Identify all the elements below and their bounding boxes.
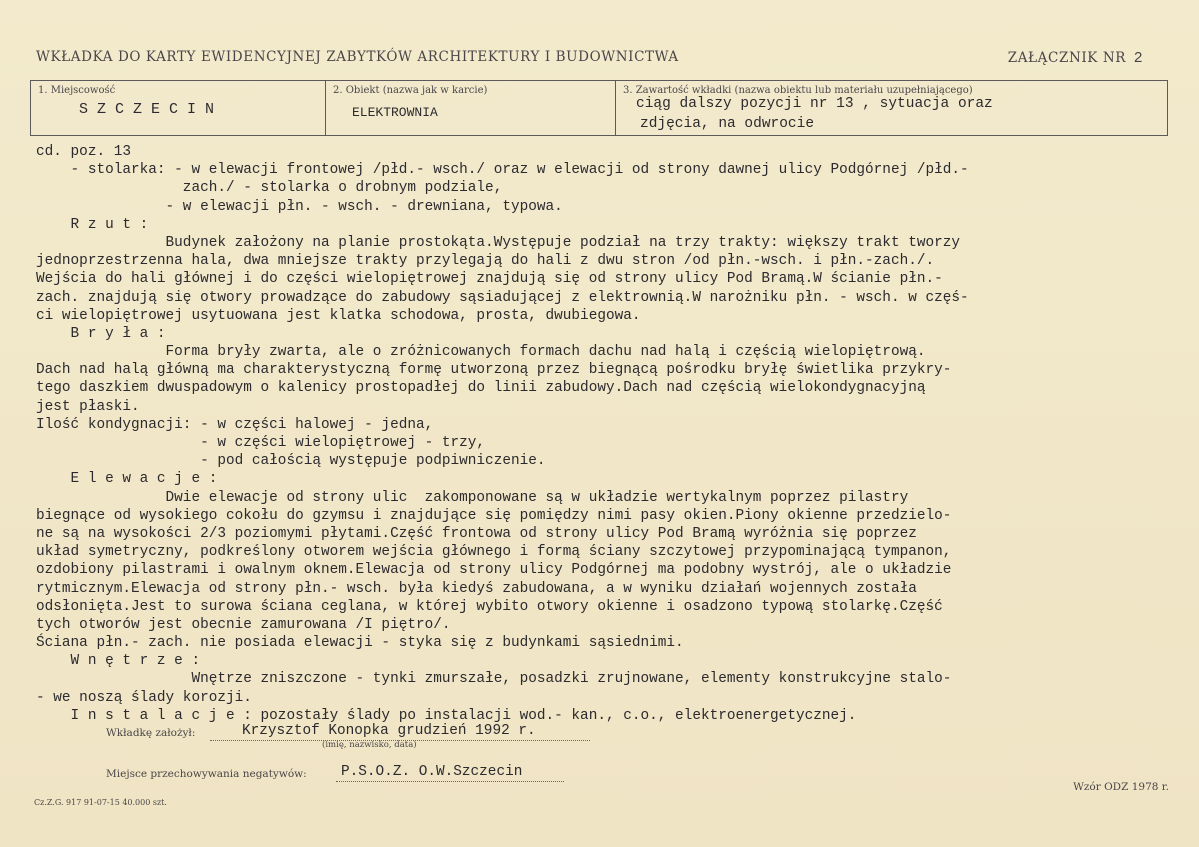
- annex-label-text: ZAŁĄCZNIK NR: [1007, 50, 1127, 66]
- form-code: Wzór ODZ 1978 r.: [1073, 781, 1169, 793]
- body-line: Ściana płn.- zach. nie posiada elewacji - styka się z budynkami sąsiednimi.: [36, 635, 684, 652]
- body-line: ozdobiony pilastrami i owalnym oknem.Elewacja od strony ulicy Podgórnej ma podobny wystrój, ale o układzie: [36, 562, 952, 579]
- body-line: E l e w a c j e :: [36, 471, 218, 488]
- locality-cell: [31, 81, 325, 135]
- body-line: Ilość kondygnacji: - w części halowej - jedna,: [36, 416, 434, 433]
- body-line: - pod całością występuje podpiwniczenie.: [36, 453, 546, 470]
- body-line: zach./ - stolarka o drobnym podziale,: [36, 180, 503, 197]
- body-line: cd. poz. 13: [36, 144, 131, 160]
- body-line: R z u t :: [36, 216, 149, 233]
- body-line: ne są na wysokości 2/3 poziomymi płytami.Część frontowa od strony ulicy Pod Bramą wyróżnia się poprzez: [36, 525, 917, 542]
- negatives-label: Miejsce przechowywania negatywów:: [106, 768, 307, 780]
- inserted-by-value: Krzysztof Konopka grudzień 1992 r.: [242, 723, 536, 739]
- body-line: rytmicznym.Elewacja od strony płn.- wsch. była kiedyś zabudowana, a w wyniku działań wojennych została: [36, 580, 917, 597]
- inserted-by-label: Wkładkę założył:: [106, 727, 196, 739]
- body-line: tych otworów jest obecnie zamurowana /I piętro/.: [36, 616, 451, 633]
- header-fields-box: [30, 80, 1168, 136]
- body-line: odsłonięta.Jest to surowa ściana ceglana, w której wybito otwory okienne i osadzono typową stolarkę.Część: [36, 598, 943, 615]
- body-line: Wejścia do hali głównej i do części wielopiętrowej znajdują się od strony ulicy Pod Bramą.W ścianie płn.-: [36, 271, 943, 288]
- body-line: - we noszą ślady korozji.: [36, 689, 252, 706]
- body-line: I n s t a l a c j e : pozostały ślady po instalacji wod.- kan., c.o., elektroenergetycznej.: [36, 707, 857, 724]
- contents-line-2: zdjęcia, na odwrocie: [640, 116, 815, 132]
- body-line: ci wielopiętrowej usytuowana jest klatka schodowa, prosta, dwubiegowa.: [36, 307, 641, 324]
- body-line: zach. znajdują się otwory prowadzące do zabudowy sąsiadującej z elektrownią.W narożniku płn. - wsch. w częś-: [36, 289, 969, 306]
- annex-label: [1008, 49, 1143, 66]
- inserted-by-sublabel: (imię, nazwisko, data): [322, 740, 417, 750]
- body-line: Dach nad halą główną ma charakterystyczną formę utworzoną przez biegnącą pośrodku bryłę świetlika przykry-: [36, 362, 952, 379]
- print-code: Cz.Z.G. 917 91-07-15 40.000 szt.: [34, 798, 167, 807]
- form-title: WKŁADKA DO KARTY EWIDENCYJNEJ ZABYTKÓW ARCHITEKTURY I BUDOWNICTWA: [36, 49, 679, 65]
- body-line: - stolarka: - w elewacji frontowej /płd.- wsch./ oraz w elewacji od strony dawnej ulicy Podgórnej /płd.-: [36, 162, 969, 179]
- body-line: - w elewacji płn. - wsch. - drewniana, typowa.: [36, 198, 563, 215]
- contents-cell: [615, 81, 1167, 135]
- body-line: Budynek założony na planie prostokąta.Występuje podział na trzy trakty: większy trakt tworzy: [36, 234, 961, 251]
- locality-value: SZCZECIN: [79, 101, 224, 118]
- body-line: jest płaski.: [36, 398, 140, 415]
- body-line: tego daszkiem dwuspadowym o kalenicy prostopadłej do linii zabudowy.Dach nad częścią wielokondygnacyjną: [36, 380, 926, 397]
- body-line: biegnące od wysokiego cokołu do gzymsu i znajdujące się pomiędzy nimi pasy okien.Piony okienne przedzielo-: [36, 507, 952, 524]
- typed-body-text: [36, 143, 1176, 725]
- body-line: układ symetryczny, podkreślony otworem wejścia głównego i formą ściany szczytowej przypominającą tympanon,: [36, 544, 952, 561]
- object-label: 2. Obiekt (nazwa jak w karcie): [333, 85, 488, 96]
- object-value: ELEKTROWNIA: [352, 105, 438, 120]
- body-line: - w części wielopiętrowej - trzy,: [36, 435, 486, 451]
- object-cell: [325, 81, 615, 135]
- negatives-value: P.S.O.Z. O.W.Szczecin: [341, 764, 523, 780]
- body-line: jednoprzestrzenna hala, dwa mniejsze trakty przylegają do hali z dwu stron /od płn.-wsch. i płn.-zach./.: [36, 253, 935, 270]
- annex-number: 2: [1134, 49, 1143, 66]
- body-line: Wnętrze zniszczone - tynki zmurszałe, posadzki zrujnowane, elementy konstrukcyjne stalo-: [36, 671, 952, 688]
- contents-line-1: ciąg dalszy pozycji nr 13 , sytuacja oraz: [636, 96, 993, 112]
- body-line: W n ę t r z e :: [36, 653, 201, 670]
- body-line: B r y ł a :: [36, 325, 166, 342]
- locality-label: 1. Miejscowość: [38, 85, 116, 96]
- negatives-dotted-line: [336, 781, 564, 782]
- contents-label: 3. Zawartość wkładki (nazwa obiektu lub materiału uzupełniającego): [623, 85, 973, 96]
- body-line: Forma bryły zwarta, ale o zróżnicowanych formach dachu nad halą i częścią wielopiętrową.: [36, 344, 926, 361]
- body-line: Dwie elewacje od strony ulic zakomponowane są w układzie wertykalnym poprzez pilastry: [36, 489, 909, 506]
